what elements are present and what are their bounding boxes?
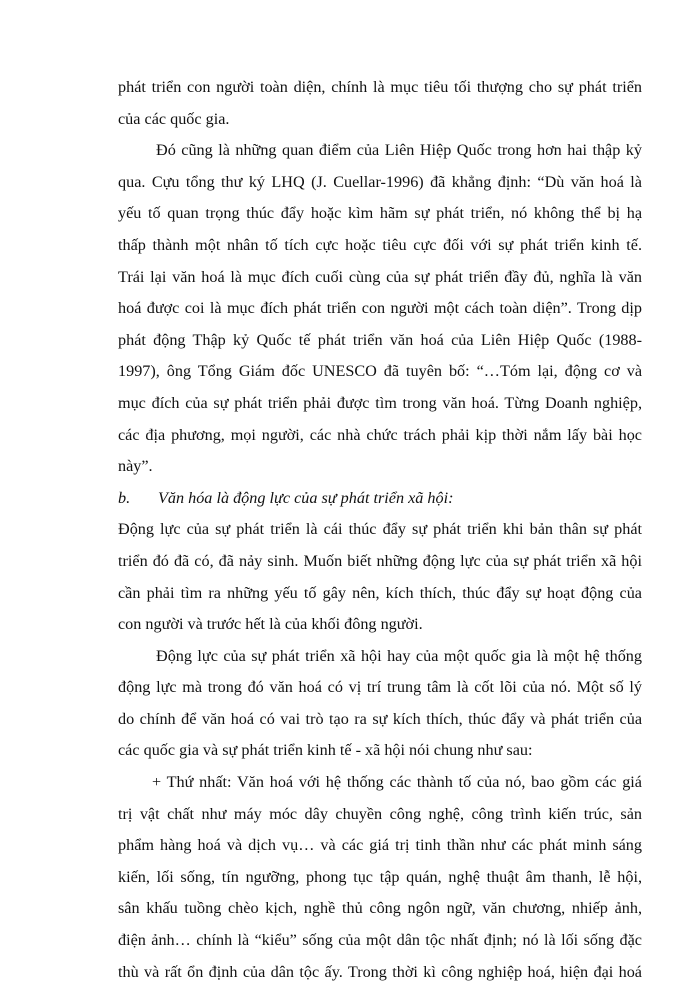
- text-line: + Thứ nhất: Văn hoá với hệ thống các thành tố của nó, bao gồm các giá: [152, 773, 642, 792]
- text-line: phát triển con người toàn diện, chính là mục tiêu tối thượng cho sự phát triển: [118, 78, 642, 96]
- text-line: do chính để văn hoá có vai trò tạo ra sự kích thích, thúc đẩy và phát triển của: [118, 709, 642, 728]
- section-heading-label: b.: [118, 488, 131, 507]
- text-line: phát động Thập kỷ Quốc tế phát triển văn hoá của Liên Hiệp Quốc (1988-: [118, 330, 642, 349]
- text-line: thù và rất ổn định của dân tộc ấy. Trong thời kì công nghiệp hoá, hiện đại hoá: [118, 962, 642, 981]
- text-line: điện ảnh… chính là “kiểu” sống của một dân tộc nhất định; nó là lối sống đặc: [118, 931, 642, 950]
- text-line: hoá được coi là mục đích phát triển con người một cách toàn diện”. Trong dịp: [118, 299, 642, 318]
- text-line: sân khấu tuồng chèo kịch, nghề thủ công ngôn ngữ, văn chương, nhiếp ảnh,: [118, 899, 642, 918]
- text-line: của các quốc gia.: [118, 109, 230, 128]
- text-line: cần phải tìm ra những yếu tố gây nên, kích thích, thúc đẩy sự hoạt động của: [118, 583, 642, 602]
- text-line: triển đó đã có, đã nảy sinh. Muốn biết những động lực của sự phát triển xã hội: [118, 551, 642, 570]
- text-line: qua. Cựu tổng thư ký LHQ (J. Cuellar-1996) đã khẳng định: “Dù văn hoá là: [118, 172, 642, 191]
- paragraph-1: [118, 72, 642, 135]
- text-line: các địa phương, mọi người, các nhà chức trách phải kịp thời nắm lấy bài học: [118, 425, 642, 444]
- text-line: động lực mà trong đó văn hoá có vị trí trung tâm là cốt lõi của nó. Một số lý: [118, 678, 642, 697]
- text-line: này”.: [118, 457, 153, 476]
- text-line: trị vật chất như máy móc dây chuyền công nghệ, công trình kiến trúc, sản: [118, 804, 642, 823]
- paragraph-3: [118, 514, 642, 640]
- text-line: con người và trước hết là của khối đông người.: [118, 615, 423, 634]
- section-heading: [118, 483, 642, 515]
- section-heading-text: Văn hóa là động lực của sự phát triển xã hội:: [158, 488, 454, 507]
- text-line: Động lực của sự phát triển xã hội hay của một quốc gia là một hệ thống: [156, 646, 642, 665]
- text-line: Trái lại văn hoá là mục đích cuối cùng của sự phát triển đầy đủ, nghĩa là văn: [118, 267, 642, 286]
- paragraph-2: [118, 135, 642, 483]
- text-line: yếu tố quan trọng thúc đẩy hoặc kìm hãm sự phát triển, nó không thể bị hạ: [118, 204, 642, 223]
- text-line: các quốc gia và sự phát triển kinh tế - xã hội nói chung như sau:: [118, 741, 533, 760]
- text-line: phẩm hàng hoá và dịch vụ… và các giá trị tinh thần như các phát minh sáng: [118, 836, 642, 855]
- text-line: mục đích của sự phát triển phải được tìm trong văn hoá. Từng Doanh nghiệp,: [118, 393, 642, 412]
- text-line: Đó cũng là những quan điểm của Liên Hiệp Quốc trong hơn hai thập kỷ: [156, 141, 642, 160]
- text-line: kiến, lối sống, tín ngưỡng, phong tục tập quán, nghệ thuật âm thanh, lễ hội,: [118, 867, 642, 886]
- paragraph-5: [118, 767, 642, 988]
- text-line: thấp thành một nhân tố tích cực hoặc tiêu cực đối với sự phát triển kinh tế.: [118, 235, 642, 254]
- document-page: [118, 72, 642, 988]
- paragraph-4: [118, 641, 642, 767]
- text-line: Động lực của sự phát triển là cái thúc đẩy sự phát triển khi bản thân sự phát: [118, 520, 642, 539]
- text-line: 1997), ông Tổng Giám đốc UNESCO đã tuyên bố: “…Tóm lại, động cơ và: [118, 362, 642, 381]
